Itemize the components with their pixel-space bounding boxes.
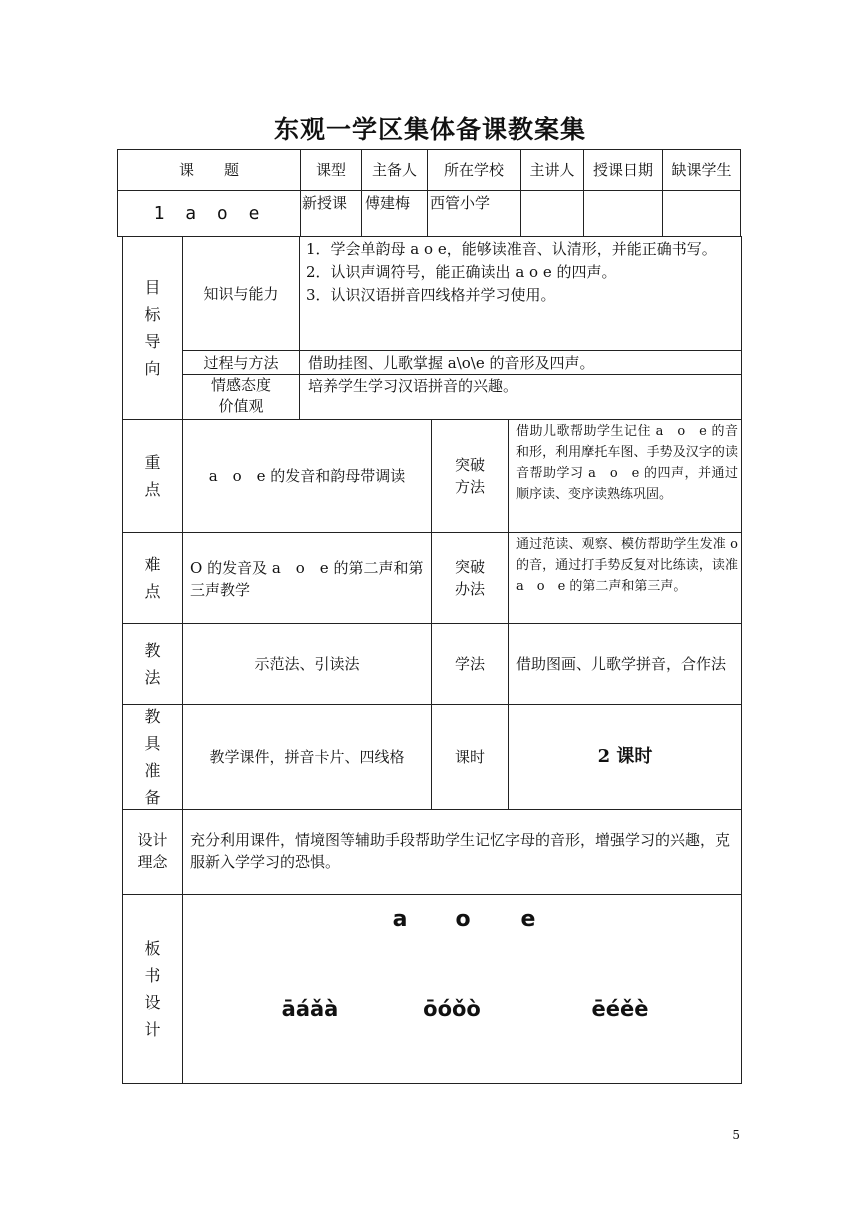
header-preparer: 主备人 [371,161,417,179]
info-date [585,192,661,214]
page-number: 5 [732,1128,740,1142]
difficulty-method-label: 突破办法 [454,558,485,598]
hours-content: 2 课时 [597,746,653,767]
hours-label: 课时 [454,748,485,766]
learn-content: 借助图画、儿歌学拼音，合作法 [516,655,727,673]
header-speaker: 主讲人 [529,161,575,179]
process-label: 过程与方法 [203,353,279,372]
info-preparer: 傅建梅 [365,194,411,212]
info-topic: 1 a o e [153,202,265,224]
info-school: 西管小学 [430,194,491,212]
header-type: 课型 [315,161,346,179]
goals-label: 目标导向 [144,278,161,378]
concept-label-line: 理念 [137,853,168,871]
teaching-label: 教法 [144,641,161,687]
info-type: 新授课 [302,194,348,212]
board-tones-e: ēéěè [591,997,649,1021]
info-absent [664,192,740,214]
emotion-label-line: 价值观 [218,397,264,415]
key-content: a o e 的发音和韵母带调读 [208,467,406,485]
header-school: 所在学校 [443,161,504,179]
board-letter-e: e [520,907,536,932]
knowledge-content [306,239,736,349]
knowledge-item: 3．认识汉语拼音四线格并学习使用。 [306,286,556,304]
knowledge-label: 知识与能力 [203,284,279,303]
info-speaker [522,192,582,214]
header-topic: 课 题 [178,161,239,179]
concept-label [123,810,182,894]
difficulty-content: O 的发音及 a o e 的第二声和第三声教学 [190,559,424,599]
emotion-label [183,375,299,419]
board-letter-o: o [455,907,471,932]
board-label: 板书设计 [144,939,161,1039]
board-tones-o: ōóǒò [423,997,481,1021]
emotion-content: 培养学生学习汉语拼音的兴趣。 [308,377,519,395]
learn-label: 学法 [454,655,485,673]
emotion-label-line: 情感态度 [210,376,271,394]
difficulty-label: 难点 [144,555,161,601]
difficulty-method: 通过范读、观察、模仿帮助学生发准 o 的音，通过打手势反复对比练读，读准 a o e 的第二声和第三声。 [516,537,738,594]
key-method-label: 突破方法 [454,456,485,496]
concept-content: 充分利用课件，情境图等辅助手段帮助学生记忆字母的音形，增强学习的兴趣，克服新入学学习的恐惧。 [190,831,731,871]
knowledge-item: 2．认识声调符号，能正确读出 a o e 的四声。 [306,263,617,281]
teaching-content: 示范法、引读法 [254,655,360,673]
header-absent: 缺课学生 [671,161,732,179]
key-label: 重点 [144,453,161,499]
header-date: 授课日期 [592,161,653,179]
process-content: 借助挂图、儿歌掌握 a\o\e 的音形及四声。 [308,353,595,372]
board-tones-a: āáǎà [281,997,339,1021]
tools-content: 教学课件，拼音卡片、四线格 [209,748,405,766]
document-title: 东观一学区集体备课教案集 [273,115,586,144]
concept-label-line: 设计 [137,831,168,849]
board-letter-a: a [392,907,408,932]
knowledge-item: 1．学会单韵母 a o e，能够读准音、认清形，并能正确书写。 [306,240,717,258]
key-method: 借助儿歌帮助学生记住 a o e 的音和形，利用摩托车图、手势及汉字的读音帮助学习 a o e 的四声，并通过顺序读、变序读熟练巩固。 [516,424,738,502]
tools-label: 教具准备 [144,707,161,807]
